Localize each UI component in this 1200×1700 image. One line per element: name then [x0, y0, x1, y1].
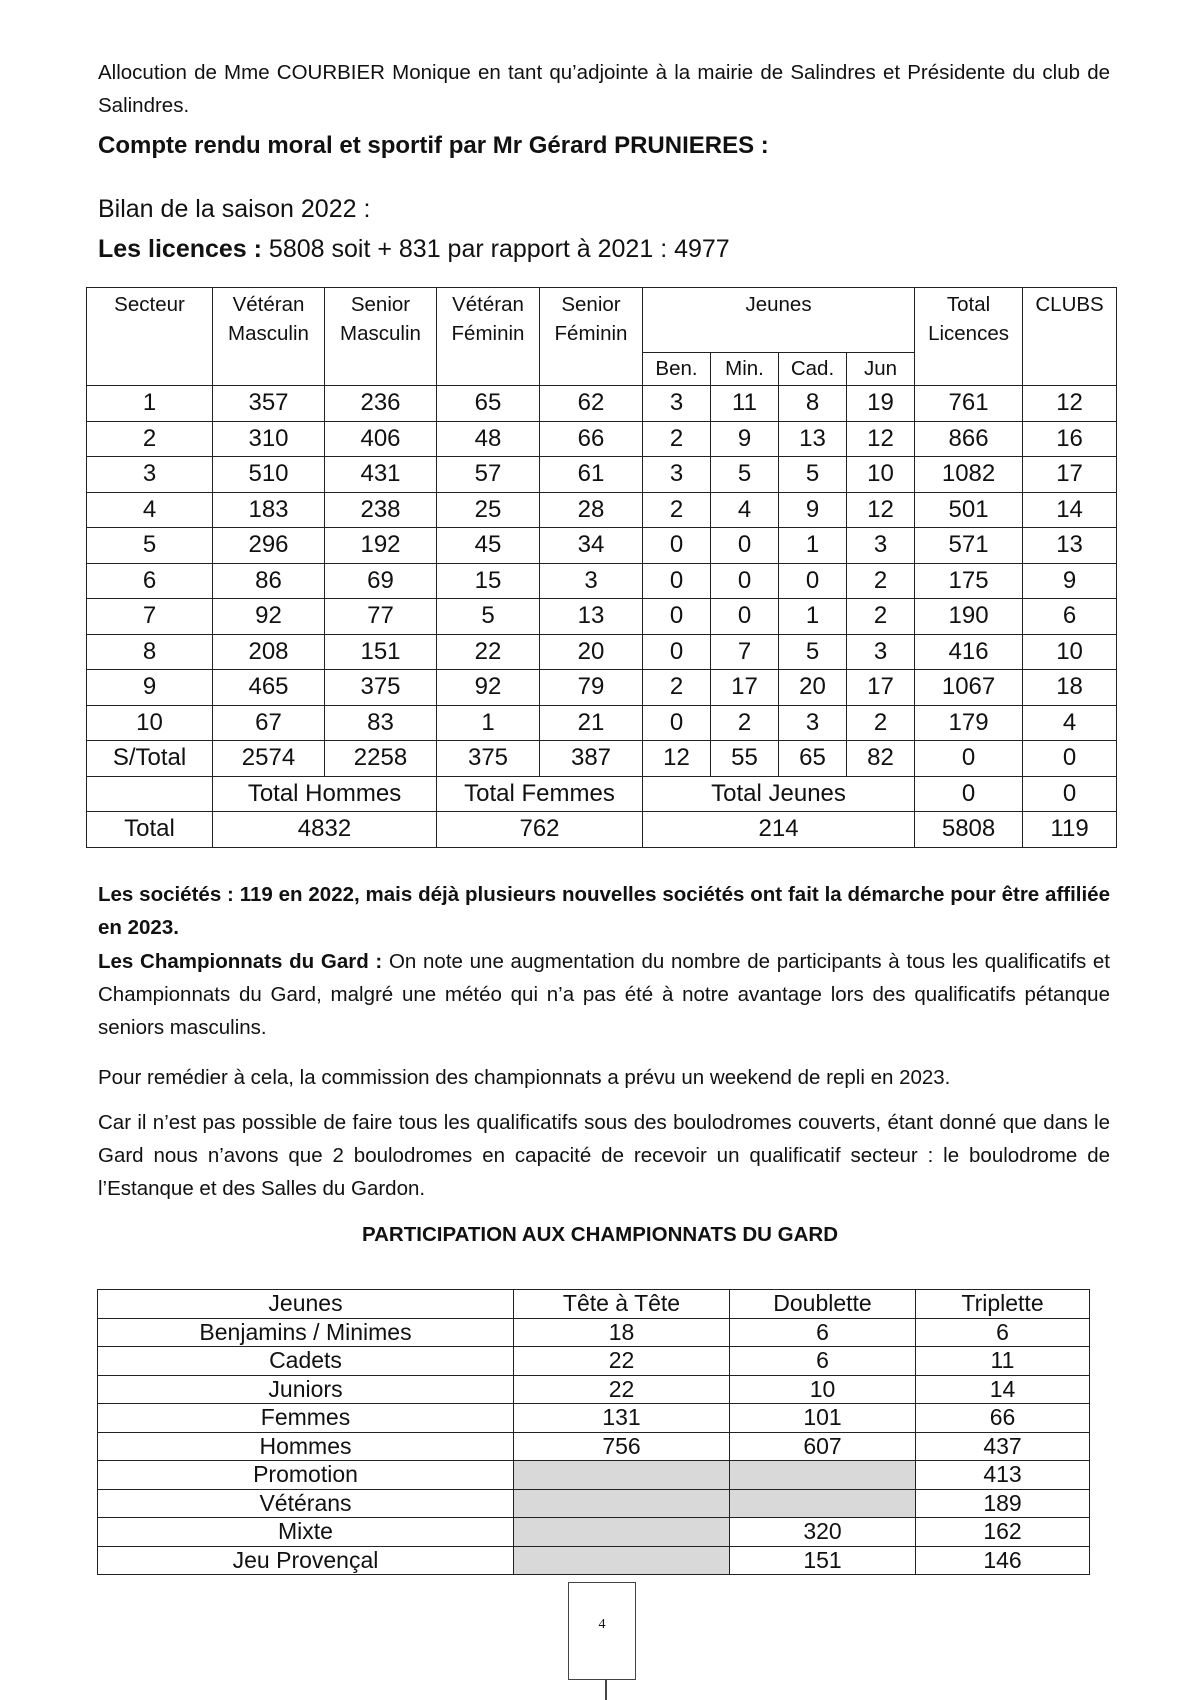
table-cell: 2	[643, 492, 711, 528]
table-cell: 5	[87, 528, 213, 564]
table-cell: 13	[540, 599, 643, 635]
subtotal-label: S/Total	[87, 741, 213, 777]
table-cell: 0	[643, 599, 711, 635]
table-cell: 3	[87, 457, 213, 493]
header-senior-masculin: Senior Masculin	[325, 288, 437, 386]
table-cell: Benjamins / Minimes	[98, 1318, 514, 1347]
table-cell: 406	[325, 421, 437, 457]
table-cell: 1	[779, 599, 847, 635]
table-cell: 2	[847, 563, 915, 599]
table-cell: 0	[643, 528, 711, 564]
table-row	[98, 1318, 1090, 1347]
table-cell: 3	[779, 705, 847, 741]
table-cell: 0	[643, 563, 711, 599]
total-label: Total	[87, 812, 213, 848]
table-row-totals-labels	[87, 776, 1117, 812]
table-cell: 1067	[915, 670, 1023, 706]
table-cell	[730, 1461, 916, 1490]
table-cell: 1	[779, 528, 847, 564]
table-cell: 4	[1023, 705, 1117, 741]
table-cell: 607	[730, 1432, 916, 1461]
table-cell: 501	[915, 492, 1023, 528]
table-cell: 1	[87, 386, 213, 422]
table-row	[98, 1404, 1090, 1433]
table-cell: 0	[643, 634, 711, 670]
table-cell: Jeu Provençal	[98, 1546, 514, 1575]
table-cell	[514, 1546, 730, 1575]
total-jeunes-label: Total Jeunes	[643, 776, 915, 812]
table-cell: 4	[711, 492, 779, 528]
table-cell: 20	[779, 670, 847, 706]
table-cell: 17	[1023, 457, 1117, 493]
column-header: Jeunes	[98, 1290, 514, 1319]
table-cell: 57	[437, 457, 540, 493]
table-cell: 2	[847, 705, 915, 741]
table-cell: 7	[711, 634, 779, 670]
table-cell: 4	[87, 492, 213, 528]
table-cell: 0	[1023, 776, 1117, 812]
table-cell: 16	[1023, 421, 1117, 457]
page-number-box	[568, 1582, 636, 1680]
table-row	[87, 492, 1117, 528]
table-cell: 67	[213, 705, 325, 741]
table-row	[87, 705, 1117, 741]
table-row	[98, 1489, 1090, 1518]
table-cell: 65	[779, 741, 847, 777]
table-cell: 0	[711, 563, 779, 599]
table-cell: 83	[325, 705, 437, 741]
table-cell: 437	[916, 1432, 1090, 1461]
participation-title: PARTICIPATION AUX CHAMPIONNATS DU GARD	[361, 1223, 839, 1246]
table-cell: 15	[437, 563, 540, 599]
table-cell: 238	[325, 492, 437, 528]
table-row-subtotal	[87, 741, 1117, 777]
total-jeunes-value: 214	[643, 812, 915, 848]
column-header: Tête à Tête	[514, 1290, 730, 1319]
table-cell: 151	[325, 634, 437, 670]
table-cell: 13	[779, 421, 847, 457]
total-hommes-value: 4832	[213, 812, 437, 848]
table-cell: 79	[540, 670, 643, 706]
participation-table	[97, 1289, 1090, 1575]
table-cell: 9	[711, 421, 779, 457]
table-cell	[514, 1489, 730, 1518]
table-cell: 10	[847, 457, 915, 493]
table-cell: 3	[847, 528, 915, 564]
table-cell: 82	[847, 741, 915, 777]
table-cell: 11	[711, 386, 779, 422]
header-total-licences: Total Licences	[915, 288, 1023, 386]
table-cell: 375	[437, 741, 540, 777]
table-cell: 465	[213, 670, 325, 706]
table-cell: 2	[87, 421, 213, 457]
table-cell: 3	[540, 563, 643, 599]
table-cell: 10	[87, 705, 213, 741]
table-cell: 9	[87, 670, 213, 706]
table-cell: 17	[847, 670, 915, 706]
column-header: Doublette	[730, 1290, 916, 1319]
header-veteran-masculin: Vétéran Masculin	[213, 288, 325, 386]
table-cell: 20	[540, 634, 643, 670]
table-cell: 2574	[213, 741, 325, 777]
table-row	[98, 1375, 1090, 1404]
table-cell: 92	[437, 670, 540, 706]
table-cell: 12	[847, 492, 915, 528]
table-cell: 2	[643, 670, 711, 706]
table-cell: 6	[730, 1318, 916, 1347]
licences-text: 5808 soit + 831 par rapport à 2021 : 4977	[261, 235, 730, 263]
table-cell: 2	[847, 599, 915, 635]
table-cell: Mixte	[98, 1518, 514, 1547]
table-row	[87, 563, 1117, 599]
table-cell: 208	[213, 634, 325, 670]
table-cell-empty	[87, 776, 213, 812]
table-cell: 17	[711, 670, 779, 706]
table-cell: 3	[847, 634, 915, 670]
total-clubs-value: 119	[1023, 812, 1117, 848]
table-row	[87, 421, 1117, 457]
table-cell: Hommes	[98, 1432, 514, 1461]
table-cell: 1082	[915, 457, 1023, 493]
table-header-row	[98, 1290, 1090, 1319]
column-header: Triplette	[916, 1290, 1090, 1319]
page-number: 4	[598, 1617, 606, 1632]
table-cell: 3	[643, 386, 711, 422]
table-cell: 86	[213, 563, 325, 599]
table-cell: 12	[1023, 386, 1117, 422]
table-row	[98, 1347, 1090, 1376]
table-cell: 236	[325, 386, 437, 422]
table-cell: 5	[779, 634, 847, 670]
table-cell: 310	[213, 421, 325, 457]
report-heading: Compte rendu moral et sportif par Mr Gérard PRUNIERES :	[98, 132, 769, 159]
total-femmes-label: Total Femmes	[437, 776, 643, 812]
table-cell: 9	[1023, 563, 1117, 599]
table-cell: 6	[1023, 599, 1117, 635]
table-cell: 101	[730, 1404, 916, 1433]
table-cell: 11	[916, 1347, 1090, 1376]
table-cell: 0	[643, 705, 711, 741]
table-cell: 18	[514, 1318, 730, 1347]
table-cell: 2	[643, 421, 711, 457]
table-row	[87, 386, 1117, 422]
table-cell: 28	[540, 492, 643, 528]
table-cell	[514, 1518, 730, 1547]
table-cell: 6	[916, 1318, 1090, 1347]
table-cell: 0	[1023, 741, 1117, 777]
table-cell: 10	[730, 1375, 916, 1404]
header-ben: Ben.	[643, 353, 711, 386]
table-cell: 22	[437, 634, 540, 670]
header-secteur: Secteur	[87, 288, 213, 386]
remedier-paragraph: Pour remédier à cela, la commission des championnats a prévu un weekend de repli en 2023.	[98, 1066, 951, 1089]
table-cell: 192	[325, 528, 437, 564]
table-cell: 34	[540, 528, 643, 564]
table-row	[87, 670, 1117, 706]
table-cell: 13	[1023, 528, 1117, 564]
table-cell: 66	[540, 421, 643, 457]
table-cell: 0	[711, 599, 779, 635]
table-cell: 131	[514, 1404, 730, 1433]
societes-paragraph	[98, 878, 1110, 944]
table-cell: 571	[915, 528, 1023, 564]
table-cell: 48	[437, 421, 540, 457]
table-cell: 866	[915, 421, 1023, 457]
table-cell	[730, 1489, 916, 1518]
total-licences-value: 5808	[915, 812, 1023, 848]
table-cell: 61	[540, 457, 643, 493]
table-row	[87, 457, 1117, 493]
table-cell: 296	[213, 528, 325, 564]
table-cell: 6	[87, 563, 213, 599]
table-cell: 761	[915, 386, 1023, 422]
license-table-body	[87, 386, 1117, 741]
table-cell: 190	[915, 599, 1023, 635]
table-cell: 5	[437, 599, 540, 635]
table-cell: 1	[437, 705, 540, 741]
license-table	[86, 287, 1117, 848]
table-cell: 387	[540, 741, 643, 777]
table-row	[98, 1432, 1090, 1461]
table-cell: 0	[711, 528, 779, 564]
table-cell: 7	[87, 599, 213, 635]
total-hommes-label: Total Hommes	[213, 776, 437, 812]
table-cell: 45	[437, 528, 540, 564]
table-cell: 416	[915, 634, 1023, 670]
table-cell: 21	[540, 705, 643, 741]
table-cell: 5	[779, 457, 847, 493]
header-jeunes: Jeunes	[643, 288, 915, 353]
table-cell: 179	[915, 705, 1023, 741]
table-cell: 66	[916, 1404, 1090, 1433]
total-femmes-value: 762	[437, 812, 643, 848]
table-cell: Cadets	[98, 1347, 514, 1376]
table-cell: 14	[916, 1375, 1090, 1404]
table-cell: 12	[643, 741, 711, 777]
table-cell: 357	[213, 386, 325, 422]
table-row	[98, 1461, 1090, 1490]
table-cell: 77	[325, 599, 437, 635]
boulodromes-paragraph: Car il n’est pas possible de faire tous les qualificatifs sous des boulodromes couverts, étant donné que dans le Gard nous n’avons que 2 boulodromes en capacité de recevoir un qualificatif secteur : le boulodrome de l’Estanque et des Salles du Gardon.	[98, 1111, 1110, 1200]
table-cell: 65	[437, 386, 540, 422]
table-cell: 189	[916, 1489, 1090, 1518]
table-row	[98, 1546, 1090, 1575]
table-cell: 14	[1023, 492, 1117, 528]
championnats-label: Les Championnats du Gard :	[98, 950, 383, 973]
table-cell: 22	[514, 1375, 730, 1404]
table-cell: 756	[514, 1432, 730, 1461]
season-summary-title: Bilan de la saison 2022 :	[98, 195, 371, 223]
table-cell: 5	[711, 457, 779, 493]
table-cell: 413	[916, 1461, 1090, 1490]
header-clubs: CLUBS	[1023, 288, 1117, 386]
table-cell: 162	[916, 1518, 1090, 1547]
header-cad: Cad.	[779, 353, 847, 386]
header-jun: Jun	[847, 353, 915, 386]
table-cell: Juniors	[98, 1375, 514, 1404]
table-cell: 3	[643, 457, 711, 493]
championnats-text: On note une augmentation du nombre de participants à tous les qualificatifs et Championnats du Gard, malgré une météo qui n’a pas été à notre avantage lors des qualificatifs pétanque seniors masculins.	[98, 950, 1110, 1039]
table-cell: 8	[779, 386, 847, 422]
table-cell: 25	[437, 492, 540, 528]
table-cell: 146	[916, 1546, 1090, 1575]
table-cell: Vétérans	[98, 1489, 514, 1518]
table-cell: 0	[779, 563, 847, 599]
table-cell: 10	[1023, 634, 1117, 670]
table-cell: 2	[711, 705, 779, 741]
table-row	[87, 599, 1117, 635]
table-cell: 69	[325, 563, 437, 599]
header-senior-feminin: Senior Féminin	[540, 288, 643, 386]
table-cell: 18	[1023, 670, 1117, 706]
table-cell: 8	[87, 634, 213, 670]
table-cell: 151	[730, 1546, 916, 1575]
table-cell: 9	[779, 492, 847, 528]
table-cell	[514, 1461, 730, 1490]
header-veteran-feminin: Vétéran Féminin	[437, 288, 540, 386]
championnats-paragraph	[98, 945, 1110, 1044]
table-cell: 510	[213, 457, 325, 493]
table-cell: 22	[514, 1347, 730, 1376]
table-cell: 2258	[325, 741, 437, 777]
table-row	[98, 1518, 1090, 1547]
table-cell: 62	[540, 386, 643, 422]
licences-summary	[98, 235, 730, 264]
table-cell: 6	[730, 1347, 916, 1376]
header-min: Min.	[711, 353, 779, 386]
table-cell: 0	[915, 741, 1023, 777]
intro-paragraph: Allocution de Mme COURBIER Monique en tant qu’adjointe à la mairie de Salindres et Présidente du club de Salindres.	[98, 61, 1110, 117]
table-row	[87, 634, 1117, 670]
table-cell: 320	[730, 1518, 916, 1547]
table-cell: 19	[847, 386, 915, 422]
societes-text: Les sociétés : 119 en 2022, mais déjà plusieurs nouvelles sociétés ont fait la démarche pour être affiliée en 2023.	[98, 883, 1110, 939]
table-cell: 92	[213, 599, 325, 635]
table-row-total	[87, 812, 1117, 848]
table-cell: Promotion	[98, 1461, 514, 1490]
table-cell: 175	[915, 563, 1023, 599]
licences-label: Les licences :	[98, 235, 262, 263]
table-cell: 183	[213, 492, 325, 528]
table-cell: Femmes	[98, 1404, 514, 1433]
table-cell: 12	[847, 421, 915, 457]
table-row	[87, 528, 1117, 564]
table-cell: 431	[325, 457, 437, 493]
table-cell: 0	[915, 776, 1023, 812]
page-number-stem	[605, 1680, 607, 1700]
table-cell: 55	[711, 741, 779, 777]
table-cell: 375	[325, 670, 437, 706]
